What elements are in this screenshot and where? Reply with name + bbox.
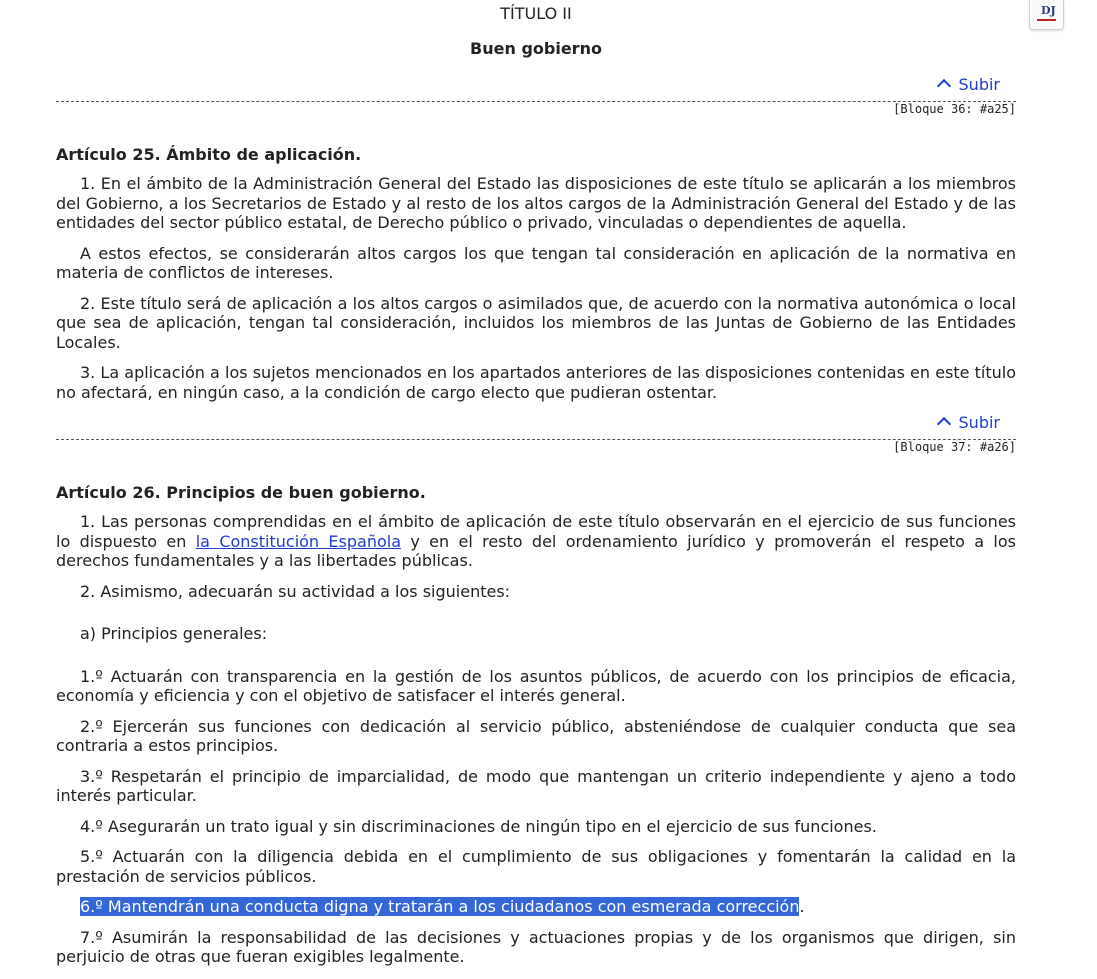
paragraph: 1. En el ámbito de la Administración General del Estado las disposiciones de este título se aplicarán a los miembros del Gobierno, a los Secretarios de Estado y al resto de los altos cargos de la Administración General del Estado y de las entidades del sector público estatal, de Derecho público o privado, vinculadas o dependientes de aquella. [56, 174, 1016, 232]
subir-row [56, 413, 1016, 433]
subir-label: Subir [958, 413, 1000, 432]
logo-glyph: DJ [1041, 4, 1056, 17]
document-body [56, 0, 1016, 978]
list-item: 1.º Actuarán con transparencia en la gestión de los asuntos públicos, de acuerdo con los principios de eficacia, economía y eficiencia y con el objetivo de satisfacer el interés general. [56, 666, 1016, 705]
bloque-label: [Bloque 37: #a26] [893, 440, 1016, 454]
list-item: 7.º Asumirán la responsabilidad de las decisiones y actuaciones propias y de los organismos que dirigen, sin perjuicio de otras que fueran exigibles legalmente. [56, 927, 1016, 966]
constitucion-link[interactable]: la Constitución Española [195, 531, 401, 551]
title-name: Buen gobierno [470, 39, 602, 58]
article-heading: Artículo 26. Principios de buen gobierno. [56, 483, 426, 502]
title-number: TÍTULO II [500, 4, 572, 23]
paragraph-text: 1. Las personas comprendidas en el ámbito de aplicación de este título observarán en el ejercicio de sus funciones lo dispuesto en [56, 512, 1016, 551]
paragraph: 3. La aplicación a los sujetos mencionados en los apartados anteriores de las disposiciones contenidas en este título no afectará, en ningún caso, a la condición de cargo electo que pudieran ostentar. [56, 363, 1016, 402]
paragraph [56, 512, 1016, 571]
paragraph: 2. Este título será de aplicación a los altos cargos o asimilados que, de acuerdo con la normativa autonómica o local que sea de aplicación, tengan tal consideración, incluidos los miembros de las Juntas de Gobierno de las Entidades Locales. [56, 293, 1016, 352]
list-item: 2.º Ejercerán sus funciones con dedicación al servicio público, absteniéndose de cualquier conducta que sea contraria a estos principios. [56, 716, 1016, 755]
list-item: 5.º Actuarán con la diligencia debida en el cumplimiento de sus obligaciones y fomentarán la calidad en la prestación de servicios públicos. [56, 847, 1016, 886]
subir-label: Subir [958, 75, 1000, 94]
paragraph: 2. Asimismo, adecuarán su actividad a los siguientes: [80, 581, 511, 601]
article-heading: Artículo 25. Ámbito de aplicación. [56, 145, 362, 164]
logo-bar [1037, 19, 1056, 21]
chevron-up-icon [936, 79, 950, 93]
paragraph-text: . [799, 897, 805, 916]
subir-link[interactable] [939, 75, 1016, 94]
paragraph-text: y en el resto del ordenamiento jurídico y promoverán el respeto a los derechos fundamentales y a las libertades públicas. [56, 531, 1017, 570]
selected-text[interactable]: 6.º Mantendrán una conducta digna y tratarán a los ciudadanos con esmerada corrección [80, 897, 800, 916]
list-item: 3.º Respetarán el principio de imparcialidad, de modo que mantengan un criterio independiente y ajeno a todo interés particular. [56, 766, 1016, 805]
subir-row [56, 75, 1016, 95]
list-item [56, 897, 1016, 917]
document-logo-icon[interactable] [1029, 0, 1064, 30]
chevron-up-icon [936, 417, 950, 431]
bloque-label: [Bloque 36: #a25] [893, 102, 1016, 116]
paragraph: a) Principios generales: [80, 624, 268, 643]
subir-link[interactable] [939, 413, 1016, 432]
list-item: 4.º Asegurarán un trato igual y sin discriminaciones de ningún tipo en el ejercicio de sus funciones. [80, 816, 877, 836]
paragraph: A estos efectos, se considerarán altos cargos los que tengan tal consideración en aplicación de la normativa en materia de conflictos de intereses. [56, 243, 1016, 282]
